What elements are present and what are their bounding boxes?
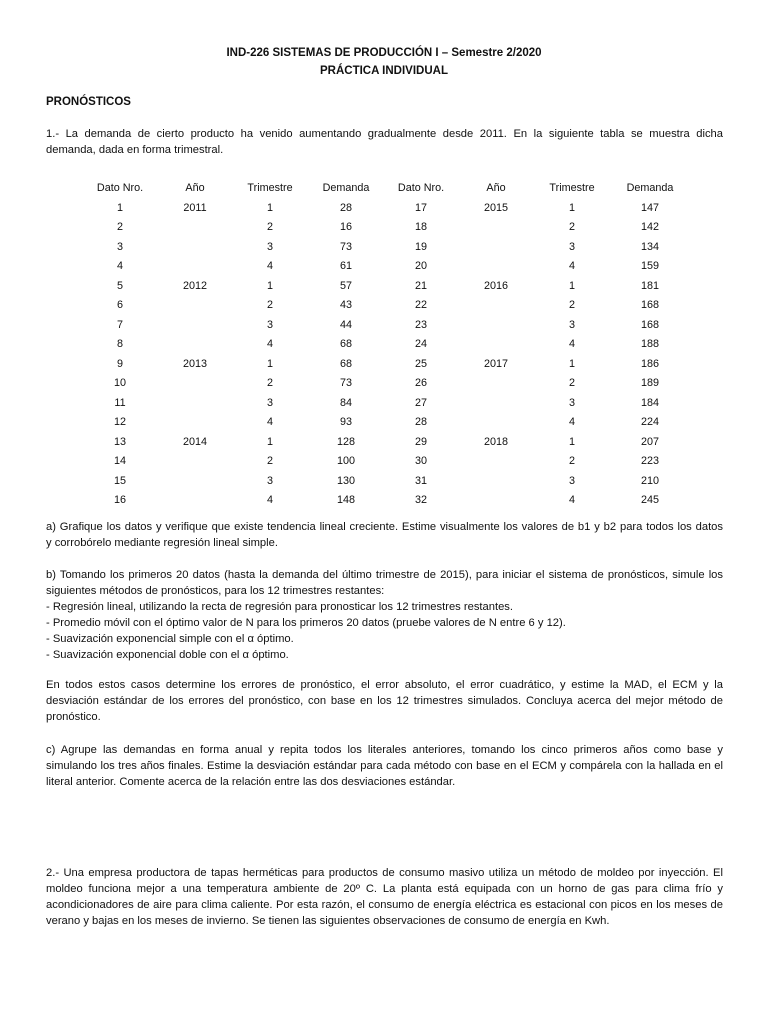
table-cell: 4 — [266, 338, 273, 351]
table-cell: 9 — [116, 357, 123, 370]
table-cell: 1 — [568, 435, 575, 448]
column-header: Trimestre — [549, 182, 595, 194]
table-cell: 73 — [339, 240, 352, 253]
table-cell — [460, 452, 532, 472]
table-cell: 17 — [414, 201, 427, 214]
table-cell: 28 — [414, 416, 427, 429]
table-row — [80, 354, 688, 374]
table-cell — [160, 218, 230, 238]
table-cell — [160, 315, 230, 335]
table-cell: 223 — [640, 455, 659, 468]
table-cell: 1 — [568, 357, 575, 370]
table-cell: 2 — [568, 377, 575, 390]
table-cell: 168 — [640, 318, 659, 331]
table-cell: 3 — [266, 474, 273, 487]
table-cell: 61 — [339, 260, 352, 273]
table-row — [80, 257, 688, 277]
text-line: literal anterior. Comente acerca de la relación entre las dos desviaciones estándar. — [46, 776, 456, 788]
demand-table — [80, 178, 688, 510]
table-cell: 8 — [116, 338, 123, 351]
table-cell: 16 — [339, 221, 352, 234]
table-row — [80, 471, 688, 491]
text-line: 2.- Una empresa productora de tapas herméticas para productos de consumo masivo utiliza un método de moldeo por inyección. El — [46, 867, 723, 879]
problem1-intro — [46, 126, 723, 158]
table-cell: 11 — [114, 396, 126, 409]
column-header: Demanda — [626, 182, 674, 194]
table-cell — [160, 237, 230, 257]
list-item: - Regresión lineal, utilizando la recta de regresión para pronosticar los 12 trimestres restantes. — [46, 601, 513, 613]
list-item: - Suavización exponencial doble con el α óptimo. — [46, 649, 289, 661]
table-cell: 2012 — [182, 279, 208, 292]
section-title: PRONÓSTICOS — [46, 96, 131, 108]
table-body — [80, 198, 688, 510]
table-cell: 4 — [568, 338, 575, 351]
text-line: pronóstico. — [46, 711, 101, 723]
text-line: 1.- La demanda de cierto producto ha venido aumentando gradualmente desde 2011. En la siguiente tabla se muestra dicha — [46, 128, 723, 140]
table-cell: 27 — [414, 396, 427, 409]
table-cell: 2 — [266, 377, 273, 390]
table-header-row — [80, 178, 688, 198]
table-cell: 186 — [640, 357, 659, 370]
table-cell: 224 — [640, 416, 659, 429]
table-cell: 24 — [414, 338, 427, 351]
table-row — [80, 452, 688, 472]
table-cell: 44 — [339, 318, 352, 331]
text-line: verano y bajas en los meses de invierno. Se tienen las siguientes observaciones de consumo de energía en Kwh. — [46, 915, 610, 927]
table-cell: 142 — [640, 221, 659, 234]
table-cell: 2011 — [183, 201, 207, 214]
column-header: Año — [486, 182, 506, 194]
table-cell — [460, 237, 532, 257]
table-row — [80, 374, 688, 394]
table-cell: 1 — [266, 201, 273, 214]
table-cell — [160, 257, 230, 277]
table-cell — [460, 335, 532, 355]
table-cell — [160, 335, 230, 355]
table-cell: 4 — [266, 494, 273, 507]
table-cell: 1 — [266, 357, 273, 370]
table-row — [80, 335, 688, 355]
table-cell: 13 — [113, 435, 126, 448]
table-cell: 3 — [116, 240, 123, 253]
table-cell: 2 — [568, 299, 575, 312]
table-cell: 29 — [414, 435, 427, 448]
table-cell: 2017 — [483, 357, 509, 370]
table-cell: 4 — [568, 260, 575, 273]
text-line: acondicionadores de aire para clima caliente. Por esta razón, el consumo de energía eléctrica es estacional con picos en los meses de — [46, 899, 723, 911]
table-cell: 30 — [414, 455, 427, 468]
text-line: simulando los tres años finales. Estime la desviación estándar para cada método con base en el ECM y compárela con la hallada en el — [46, 760, 723, 772]
table-cell — [160, 471, 230, 491]
table-cell: 2 — [266, 299, 273, 312]
table-cell: 1 — [266, 279, 273, 292]
text-line: moldeo funciona mejor a una temperatura ambiente de 20º C. La planta está equipada con un horno de gas para clima frío y — [46, 883, 723, 895]
table-cell: 4 — [568, 416, 575, 429]
table-cell: 68 — [339, 338, 352, 351]
table-cell — [460, 257, 532, 277]
table-cell: 130 — [336, 474, 355, 487]
table-cell: 28 — [339, 201, 352, 214]
text-line: siguientes métodos de pronósticos, para los 12 trimestres restantes: — [46, 585, 385, 597]
table-cell: 128 — [336, 435, 355, 448]
table-cell: 20 — [414, 260, 427, 273]
table-cell: 32 — [414, 494, 427, 507]
table-cell: 1 — [568, 201, 575, 214]
text-line: a) Grafique los datos y verifique que existe tendencia lineal creciente. Estime visualmente los valores de b1 y b2 para todos los datos — [46, 521, 723, 533]
table-cell: 2014 — [182, 435, 208, 448]
table-cell: 18 — [414, 221, 427, 234]
table-cell: 4 — [116, 260, 123, 273]
table-cell: 207 — [640, 435, 659, 448]
column-header: Dato Nro. — [397, 182, 445, 194]
table-cell: 23 — [414, 318, 427, 331]
table-row — [80, 315, 688, 335]
table-cell: 2016 — [483, 279, 509, 292]
document-subtitle: PRÁCTICA INDIVIDUAL — [320, 65, 448, 77]
table-cell: 2 — [568, 221, 575, 234]
table-row — [80, 198, 688, 218]
table-cell: 148 — [336, 494, 355, 507]
table-cell: 3 — [568, 474, 575, 487]
table-cell: 245 — [640, 494, 659, 507]
table-row — [80, 237, 688, 257]
table-cell: 26 — [414, 377, 427, 390]
table-cell — [460, 374, 532, 394]
part-a — [46, 519, 723, 551]
table-cell: 2018 — [483, 435, 509, 448]
table-row — [80, 296, 688, 316]
table-cell: 210 — [640, 474, 659, 487]
table-cell: 2 — [266, 221, 273, 234]
table-cell: 147 — [640, 201, 659, 214]
table-row — [80, 413, 688, 433]
table-cell: 3 — [266, 318, 273, 331]
column-header: Trimestre — [247, 182, 293, 194]
table-row — [80, 276, 688, 296]
column-header: Año — [185, 182, 205, 194]
table-cell — [160, 452, 230, 472]
table-cell: 181 — [640, 279, 659, 292]
table-row — [80, 432, 688, 452]
text-line: y corrobórelo mediante regresión lineal simple. — [46, 537, 278, 549]
table-cell: 3 — [266, 396, 273, 409]
table-cell — [160, 374, 230, 394]
table-cell — [460, 471, 532, 491]
part-b — [46, 567, 723, 663]
table-cell: 100 — [336, 455, 355, 468]
course-title: IND-226 SISTEMAS DE PRODUCCIÓN I – Semestre 2/2020 — [226, 47, 542, 59]
table-cell: 168 — [640, 299, 659, 312]
text-line: b) Tomando los primeros 20 datos (hasta la demanda del último trimestre de 2015), para iniciar el sistema de pronósticos, simule los — [46, 569, 723, 581]
text-line: En todos estos casos determine los errores de pronóstico, el error absoluto, el error cuadrático, y estime la MAD, el ECM y la — [46, 679, 723, 691]
table-cell: 2 — [266, 455, 273, 468]
table-cell: 188 — [640, 338, 659, 351]
table-row — [80, 393, 688, 413]
table-cell — [460, 413, 532, 433]
errors-note — [46, 677, 723, 725]
text-line: desviación estándar de los errores del pronóstico, con base en los 12 trimestres simulados. Concluya acerca del mejor método de — [46, 695, 723, 707]
text-line: demanda, dada en forma trimestral. — [46, 144, 224, 156]
table-cell: 2 — [568, 455, 575, 468]
table-cell: 3 — [266, 240, 273, 253]
table-cell: 73 — [339, 377, 352, 390]
table-cell: 93 — [339, 416, 352, 429]
table-cell — [160, 413, 230, 433]
table-cell: 3 — [568, 240, 575, 253]
table-cell — [160, 491, 230, 511]
table-cell: 57 — [339, 279, 352, 292]
table-cell: 3 — [568, 396, 575, 409]
table-cell — [460, 218, 532, 238]
table-cell: 3 — [568, 318, 575, 331]
table-cell: 5 — [116, 279, 123, 292]
table-cell: 1 — [568, 279, 575, 292]
list-item: - Promedio móvil con el óptimo valor de N para los primeros 20 datos (pruebe valores de N entre 6 y 12). — [46, 617, 566, 629]
table-cell — [460, 315, 532, 335]
table-cell: 15 — [113, 474, 126, 487]
column-header: Demanda — [322, 182, 370, 194]
table-cell: 2 — [116, 221, 123, 234]
table-cell: 4 — [266, 416, 273, 429]
list-item: - Suavización exponencial simple con el α óptimo. — [46, 633, 294, 645]
table-cell: 14 — [113, 455, 126, 468]
text-line: c) Agrupe las demandas en forma anual y repita todos los literales anteriores, tomando los cinco primeros años como base y — [46, 744, 723, 756]
table-row — [80, 218, 688, 238]
table-cell — [460, 296, 532, 316]
table-cell: 31 — [414, 474, 427, 487]
table-cell: 84 — [339, 396, 352, 409]
table-cell — [160, 393, 230, 413]
table-cell: 4 — [568, 494, 575, 507]
table-cell — [460, 491, 532, 511]
table-cell: 43 — [339, 299, 352, 312]
table-cell: 12 — [113, 416, 126, 429]
part-c — [46, 742, 723, 790]
table-cell: 134 — [640, 240, 659, 253]
table-cell: 10 — [113, 377, 126, 390]
table-cell: 6 — [116, 299, 123, 312]
table-cell — [160, 296, 230, 316]
table-cell: 2015 — [483, 201, 509, 214]
table-cell: 4 — [266, 260, 273, 273]
table-cell: 1 — [116, 201, 123, 214]
table-cell: 22 — [414, 299, 427, 312]
table-cell: 189 — [640, 377, 659, 390]
table-row — [80, 491, 688, 511]
table-cell: 7 — [116, 318, 123, 331]
table-cell: 184 — [640, 396, 659, 409]
column-header: Dato Nro. — [96, 182, 144, 194]
table-cell: 16 — [113, 494, 126, 507]
table-cell: 19 — [414, 240, 427, 253]
problem2 — [46, 865, 723, 929]
table-cell: 1 — [266, 435, 273, 448]
table-cell: 2013 — [182, 357, 208, 370]
table-cell — [460, 393, 532, 413]
table-cell: 25 — [414, 357, 427, 370]
table-cell: 68 — [339, 357, 352, 370]
table-cell: 21 — [414, 279, 427, 292]
table-cell: 159 — [640, 260, 659, 273]
